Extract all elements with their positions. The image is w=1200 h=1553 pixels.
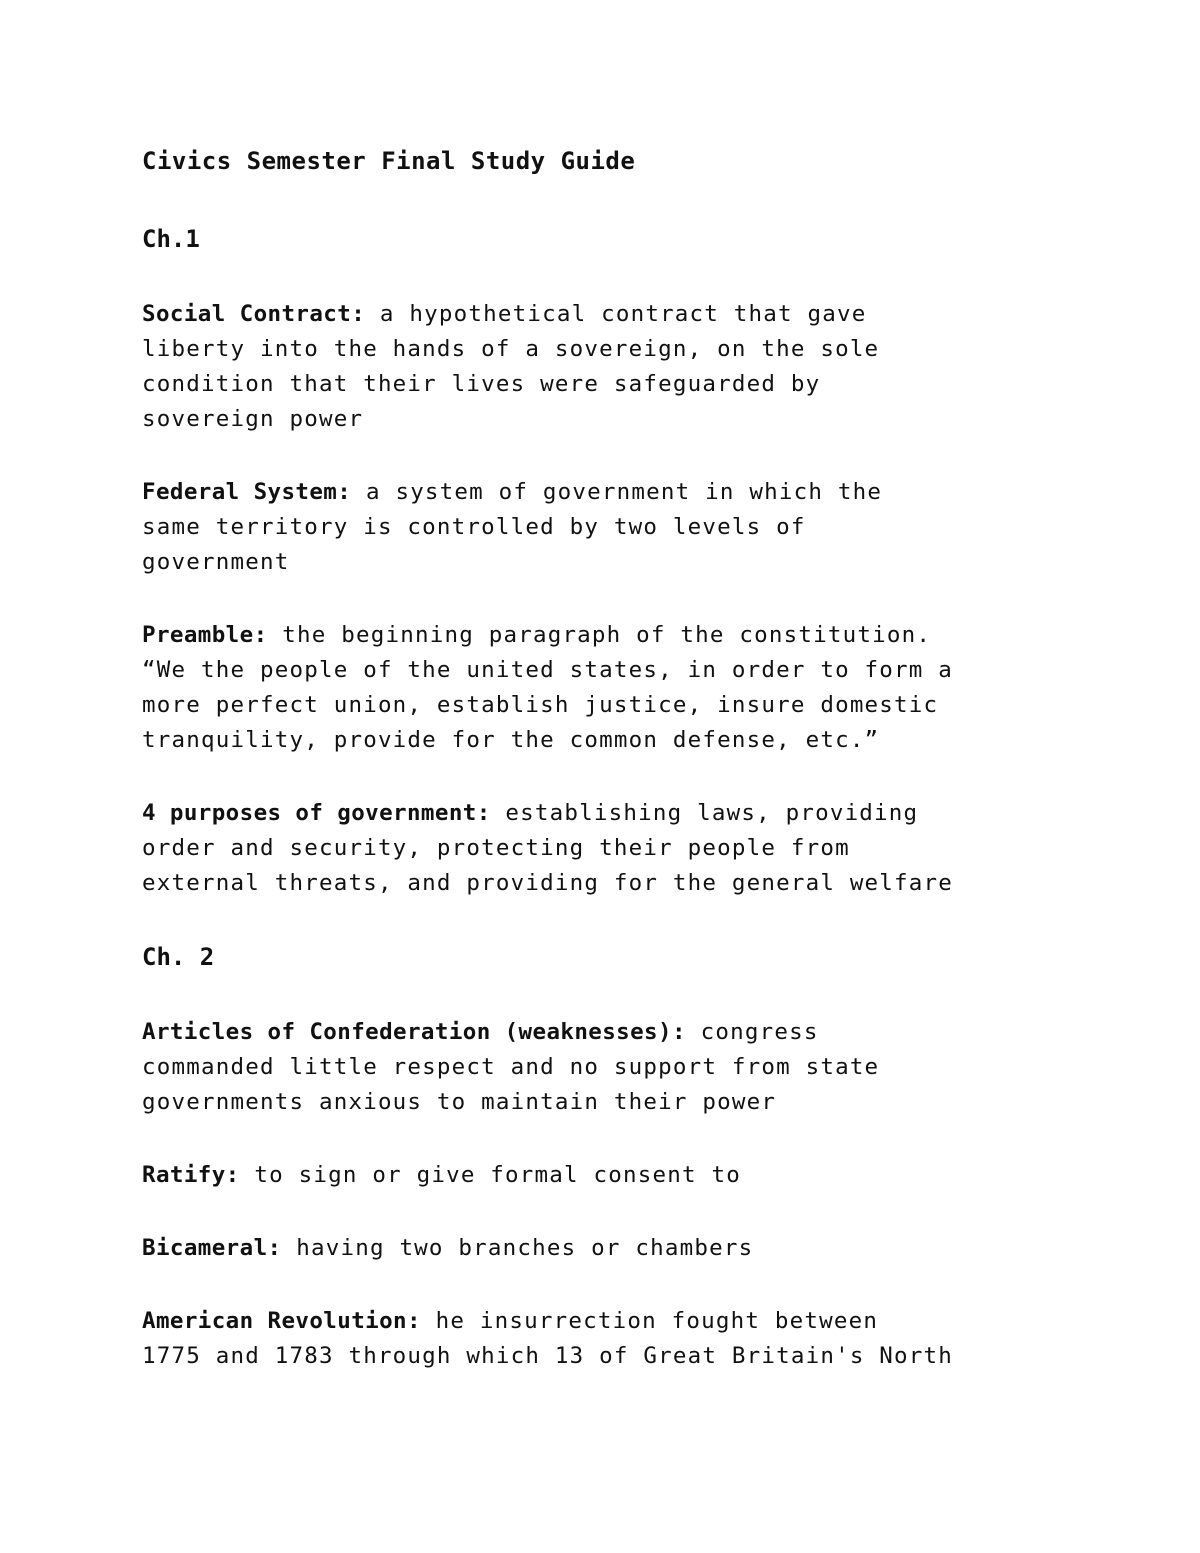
entry-definition-line: external threats, and providing for the general welfare	[142, 870, 954, 896]
entry-definition-line: to sign or give formal consent to	[239, 1162, 741, 1188]
chapter-section	[142, 939, 1082, 1374]
chapter-heading: Ch. 2	[142, 943, 215, 971]
entry-definition-line: governments anxious to maintain their power	[142, 1089, 777, 1115]
chapter-heading: Ch.1	[142, 225, 200, 253]
entry-definition-line: establishing laws, providing	[490, 800, 919, 826]
entry-definition-line: he insurrection fought between	[420, 1308, 879, 1334]
glossary-entry	[142, 1015, 1082, 1120]
entry-definition-line: the beginning paragraph of the constitution.	[267, 622, 932, 648]
document-page	[142, 143, 1082, 1412]
entry-term: Ratify:	[142, 1162, 240, 1188]
entry-definition-line: sovereign power	[142, 406, 364, 432]
entry-definition-line: having two branches or chambers	[281, 1235, 754, 1261]
entry-definition-line: condition that their lives were safeguarded by	[142, 371, 821, 397]
glossary-entry	[142, 1158, 1082, 1193]
entry-definition-line: “We the people of the united states, in order to form a	[142, 657, 954, 683]
entry-term: Social Contract:	[142, 301, 366, 327]
entry-term: Federal System:	[142, 479, 352, 505]
document-title: Civics Semester Final Study Guide	[142, 147, 636, 175]
entry-term: Preamble:	[142, 622, 268, 648]
entry-definition-line: liberty into the hands of a sovereign, on the sole	[142, 336, 880, 362]
entry-definition-line: congress	[685, 1019, 819, 1045]
entry-term: Articles of Confederation (weaknesses):	[142, 1019, 686, 1045]
entry-definition-line: 1775 and 1783 through which 13 of Great Britain's North	[142, 1343, 954, 1369]
entry-term: 4 purposes of government:	[142, 800, 491, 826]
entry-definition-line: a system of government in which the	[351, 479, 883, 505]
glossary-entry	[142, 1231, 1082, 1266]
entry-definition-line: order and security, protecting their people from	[142, 835, 850, 861]
glossary-entry	[142, 796, 1082, 901]
entry-definition-line: same territory is controlled by two levels of	[142, 514, 806, 540]
glossary-entry	[142, 475, 1082, 580]
entry-term: American Revolution:	[142, 1308, 421, 1334]
entry-definition-line: commanded little respect and no support from state	[142, 1054, 880, 1080]
glossary-entry	[142, 1304, 1082, 1374]
entry-definition-line: more perfect union, establish justice, insure domestic	[142, 692, 939, 718]
entry-definition-line: tranquility, provide for the common defense, etc.”	[142, 727, 880, 753]
entry-definition-line: a hypothetical contract that gave	[365, 301, 867, 327]
entry-definition-line: government	[142, 549, 290, 575]
glossary-entry	[142, 618, 1082, 758]
glossary-entry	[142, 297, 1082, 437]
entry-term: Bicameral:	[142, 1235, 282, 1261]
chapter-section	[142, 221, 1082, 901]
